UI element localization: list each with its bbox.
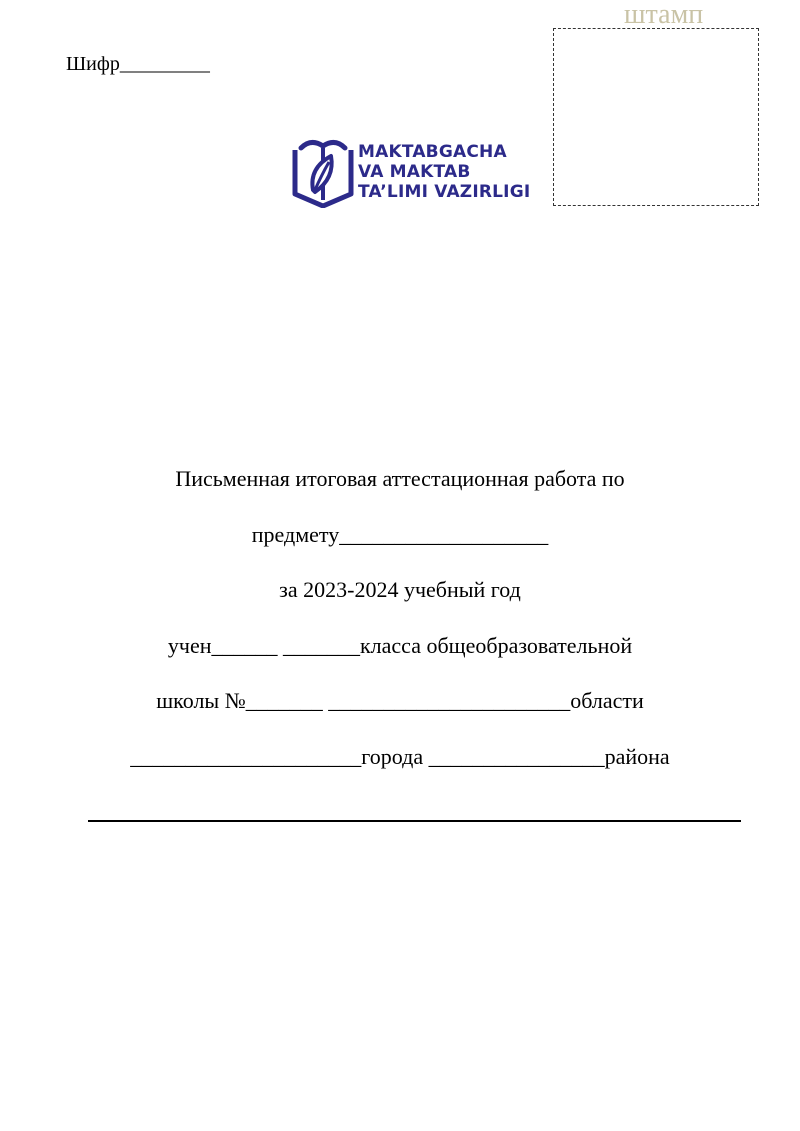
student-class-line: учен______ _______класса общеобразовательной [167, 633, 633, 658]
ministry-logo [291, 134, 541, 210]
cipher-field: Шифр_________ [66, 53, 210, 75]
ministry-name [358, 142, 530, 202]
school-region-line: школы №_______ ______________________области [156, 688, 644, 713]
signature-rule [88, 820, 741, 822]
academic-year-line: за 2023-2024 учебный год [279, 577, 521, 602]
open-book-leaf-icon [291, 134, 355, 208]
form-title-line: Письменная итоговая аттестационная работа по [175, 466, 625, 491]
subject-line: предмету___________________ [251, 522, 549, 547]
ministry-name-line-2: VA MAKTAB [358, 162, 471, 182]
stamp-box [553, 28, 759, 206]
stamp-label: штамп [624, 0, 704, 30]
ministry-name-line-1: MAKTABGACHA [358, 142, 507, 162]
ministry-name-line-3: TA’LIMI VAZIRLIGI [358, 182, 531, 202]
city-district-line: _____________________города ________________района [130, 744, 670, 769]
